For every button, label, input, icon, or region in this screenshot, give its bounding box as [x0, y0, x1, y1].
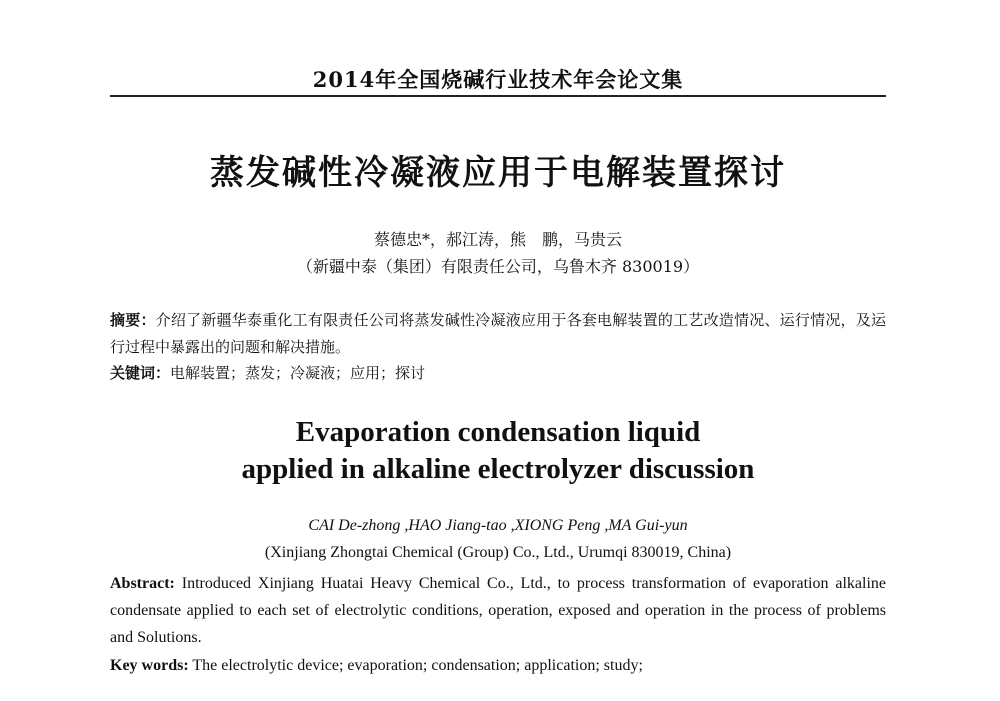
english-title-line-1: Evaporation condensation liquid	[295, 416, 701, 448]
header-divider	[110, 95, 886, 97]
english-keywords	[110, 654, 886, 678]
running-header: 2014年全国烧碱行业技术年会论文集	[312, 67, 684, 92]
english-authors: CAI De-zhong ,HAO Jiang-tao ,XIONG Peng ,MA Gui-yun	[308, 517, 688, 534]
english-abstract-label: Abstract:	[110, 575, 175, 592]
chinese-affiliation: （新疆中泰（集团）有限责任公司，乌鲁木齐 830019）	[296, 257, 700, 276]
chinese-authors: 蔡德忠*，郝江涛，熊 鹏，马贵云	[373, 230, 622, 249]
english-affiliation: (Xinjiang Zhongtai Chemical (Group) Co., Ltd., Urumqi 830019, China)	[264, 544, 732, 561]
chinese-abstract	[110, 307, 886, 361]
english-abstract-text: Introduced Xinjiang Huatai Heavy Chemical Co., Ltd., to process transformation of evaporation alkaline condensate applied to each set of electrolytic conditions, operation, exposed and operation in the process of problems and Solutions.	[110, 575, 886, 646]
chinese-keywords	[110, 360, 886, 387]
english-keywords-text: The electrolytic device; evaporation; condensation; application; study;	[192, 657, 643, 674]
chinese-keywords-label: 关键词：	[110, 364, 171, 382]
english-keywords-label: Key words:	[110, 657, 189, 674]
english-abstract	[110, 570, 886, 651]
english-title-line-2: applied in alkaline electrolyzer discussion	[241, 453, 755, 485]
chinese-abstract-label: 摘要：	[110, 311, 156, 329]
chinese-abstract-text: 介绍了新疆华泰重化工有限责任公司将蒸发碱性冷凝液应用于各套电解装置的工艺改造情况、运行情况，及运行过程中暴露出的问题和解决措施。	[110, 311, 886, 356]
chinese-title: 蒸发碱性冷凝液应用于电解装置探讨	[210, 153, 786, 193]
chinese-keywords-text: 电解装置；蒸发；冷凝液；应用；探讨	[170, 364, 426, 382]
english-title	[110, 414, 886, 488]
